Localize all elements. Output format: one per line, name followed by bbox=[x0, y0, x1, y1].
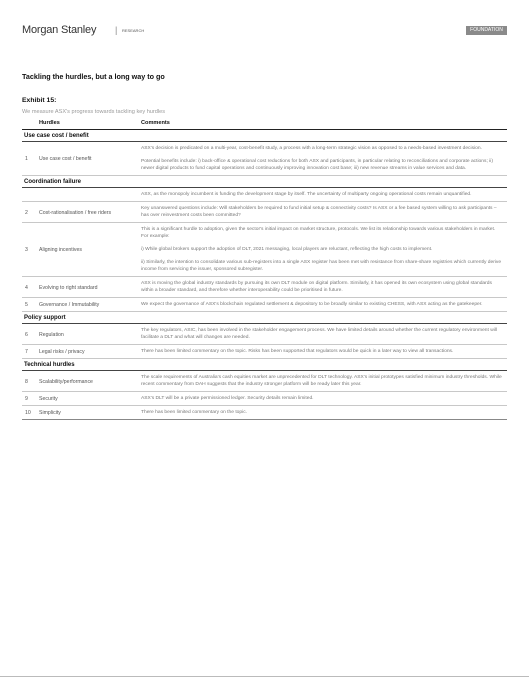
brand-subtitle: RESEARCH bbox=[122, 28, 145, 33]
exhibit-subtitle: We measure ASX's progress towards tackling key hurdles bbox=[22, 109, 166, 115]
section-header: Use case cost / benefit bbox=[22, 130, 507, 142]
comment-paragraph: i) While global brokers support the adoption of DLT, 2021 messaging, local players are reluctant, reflecting the high costs to implement. bbox=[141, 247, 433, 252]
row-comments bbox=[141, 277, 507, 297]
row-number: 10 bbox=[25, 410, 31, 416]
row-comments bbox=[141, 188, 507, 201]
section-header: Policy support bbox=[22, 312, 507, 324]
row-hurdle: Simplicity bbox=[39, 410, 61, 416]
table-row bbox=[22, 371, 507, 392]
row-comments bbox=[141, 392, 507, 405]
comment-paragraph: Key unanswered questions include: Will stakeholders be required to fund initial setup & connectivity costs? Is ASX or a fee based system willing to ask participants – has over reinvestment costs been committed? bbox=[141, 206, 497, 218]
column-header-comments: Comments bbox=[141, 120, 170, 126]
column-header-hurdles: Hurdles bbox=[39, 120, 60, 126]
row-number: 6 bbox=[25, 331, 28, 338]
comment-paragraph: ASX is moving the global industry standards by pursuing its own DLT module on digital platform. Similarly, it has opened its own ecosystem using global standards within a broader standard, and therefore whether interoperability could be prioritised in future. bbox=[141, 281, 492, 293]
table-row bbox=[22, 188, 507, 202]
comment-paragraph: ASX's decision is predicated on a multi-year, cost-benefit study, a process with a long-term strategic vision as opposed to a needs-based investment decision. bbox=[141, 146, 482, 151]
section-header: Coordination failure bbox=[22, 176, 507, 188]
row-hurdle: Governance / Immutability bbox=[39, 302, 100, 308]
comment-paragraph: ii) Similarly, the intention to consolidate various sub-registers into a single ASX register has been met with resistance from share-share registries which currently derive income from servicing the issuer, sponsored subregister. bbox=[141, 260, 502, 272]
row-comments bbox=[141, 223, 507, 276]
page-title: Tackling the hurdles, but a long way to go bbox=[22, 72, 165, 81]
table-row bbox=[22, 406, 507, 420]
row-number: 5 bbox=[25, 302, 28, 308]
comment-paragraph: There has been limited commentary on the topic. Risks has been supported that regulators would be quick in a later way to view all transactions. bbox=[141, 349, 454, 354]
comment-paragraph: There has been limited commentary on the topic. bbox=[141, 410, 248, 415]
table-row bbox=[22, 202, 507, 223]
row-number: 3 bbox=[25, 247, 28, 253]
comment-paragraph: The key regulators, ASIC, has been involved in the stakeholder engagement process. We have limited details around whether the current regulatory environment will facilitate a DLT and what will changes are needed. bbox=[141, 328, 498, 340]
row-hurdle: Scalability/performance bbox=[39, 378, 93, 385]
row-number: 2 bbox=[25, 209, 28, 216]
comment-paragraph: ASX, as the monopoly incumbent is funding the development stage by itself. The uncertainty of multiparty ongoing operational costs remain unquantified. bbox=[141, 192, 472, 197]
brand-separator: | bbox=[115, 25, 118, 35]
row-hurdle: Legal risks / privacy bbox=[39, 349, 85, 355]
row-hurdle: Evolving to right standard bbox=[39, 284, 98, 291]
row-hurdle: Regulation bbox=[39, 331, 64, 338]
row-number: 9 bbox=[25, 396, 28, 402]
table-row bbox=[22, 345, 507, 359]
comment-paragraph: The scale requirements of Australia's cash equities market are unprecedented for DLT technology. ASX's initial prototypes satisfied minimum industry thresholds. While recent commentary from DAH suggests that the industry stronger platform will be ready later this year. bbox=[141, 375, 502, 387]
table-header bbox=[22, 118, 507, 130]
comment-paragraph: We expect the governance of ASX's blockchain regulated settlement & depository to be broadly similar to existing CHESS, with ASX acting as the gatekeeper. bbox=[141, 302, 483, 307]
row-comments bbox=[141, 406, 507, 419]
table-row bbox=[22, 142, 507, 176]
row-hurdle: Security bbox=[39, 396, 58, 402]
row-hurdle: Cost-rationalisation / free riders bbox=[39, 209, 112, 216]
row-number: 4 bbox=[25, 284, 28, 291]
row-comments bbox=[141, 202, 507, 222]
table-row bbox=[22, 298, 507, 312]
comment-paragraph: This is a significant hurdle to adoption, given the sector's initial impact on market structure, protocols. We list its relationship towards various stakeholders in market. For example: bbox=[141, 227, 496, 239]
hurdles-table bbox=[22, 118, 507, 420]
table-row bbox=[22, 223, 507, 277]
row-comments bbox=[141, 324, 507, 344]
row-comments bbox=[141, 345, 507, 358]
row-number: 7 bbox=[25, 349, 28, 355]
row-number: 1 bbox=[25, 156, 28, 162]
comment-paragraph: Potential benefits include: i) back-office & operational cost reductions for both ASX and participants, in particular relating to reconciliations and corporate actions; ii) newer digital products to fund capital operations and continuously improving innovation cost base; iii) new revenue streams in value services and data. bbox=[141, 159, 493, 171]
brand-logo: Morgan Stanley bbox=[22, 24, 97, 36]
table-row bbox=[22, 324, 507, 345]
footer-rule bbox=[0, 676, 529, 677]
exhibit-label: Exhibit 15: bbox=[22, 97, 57, 104]
row-comments bbox=[141, 371, 507, 391]
header-badge: FOUNDATION bbox=[466, 26, 507, 35]
comment-paragraph: ASX's DLT will be a private permissioned ledger. Security details remain limited. bbox=[141, 396, 314, 401]
row-hurdle: Use case cost / benefit bbox=[39, 156, 92, 162]
section-header: Technical hurdles bbox=[22, 359, 507, 371]
row-comments bbox=[141, 298, 507, 311]
row-comments bbox=[141, 142, 507, 175]
table-row bbox=[22, 392, 507, 406]
row-hurdle: Aligning incentives bbox=[39, 247, 82, 253]
table-row bbox=[22, 277, 507, 298]
report-header bbox=[22, 24, 507, 40]
row-number: 8 bbox=[25, 378, 28, 385]
